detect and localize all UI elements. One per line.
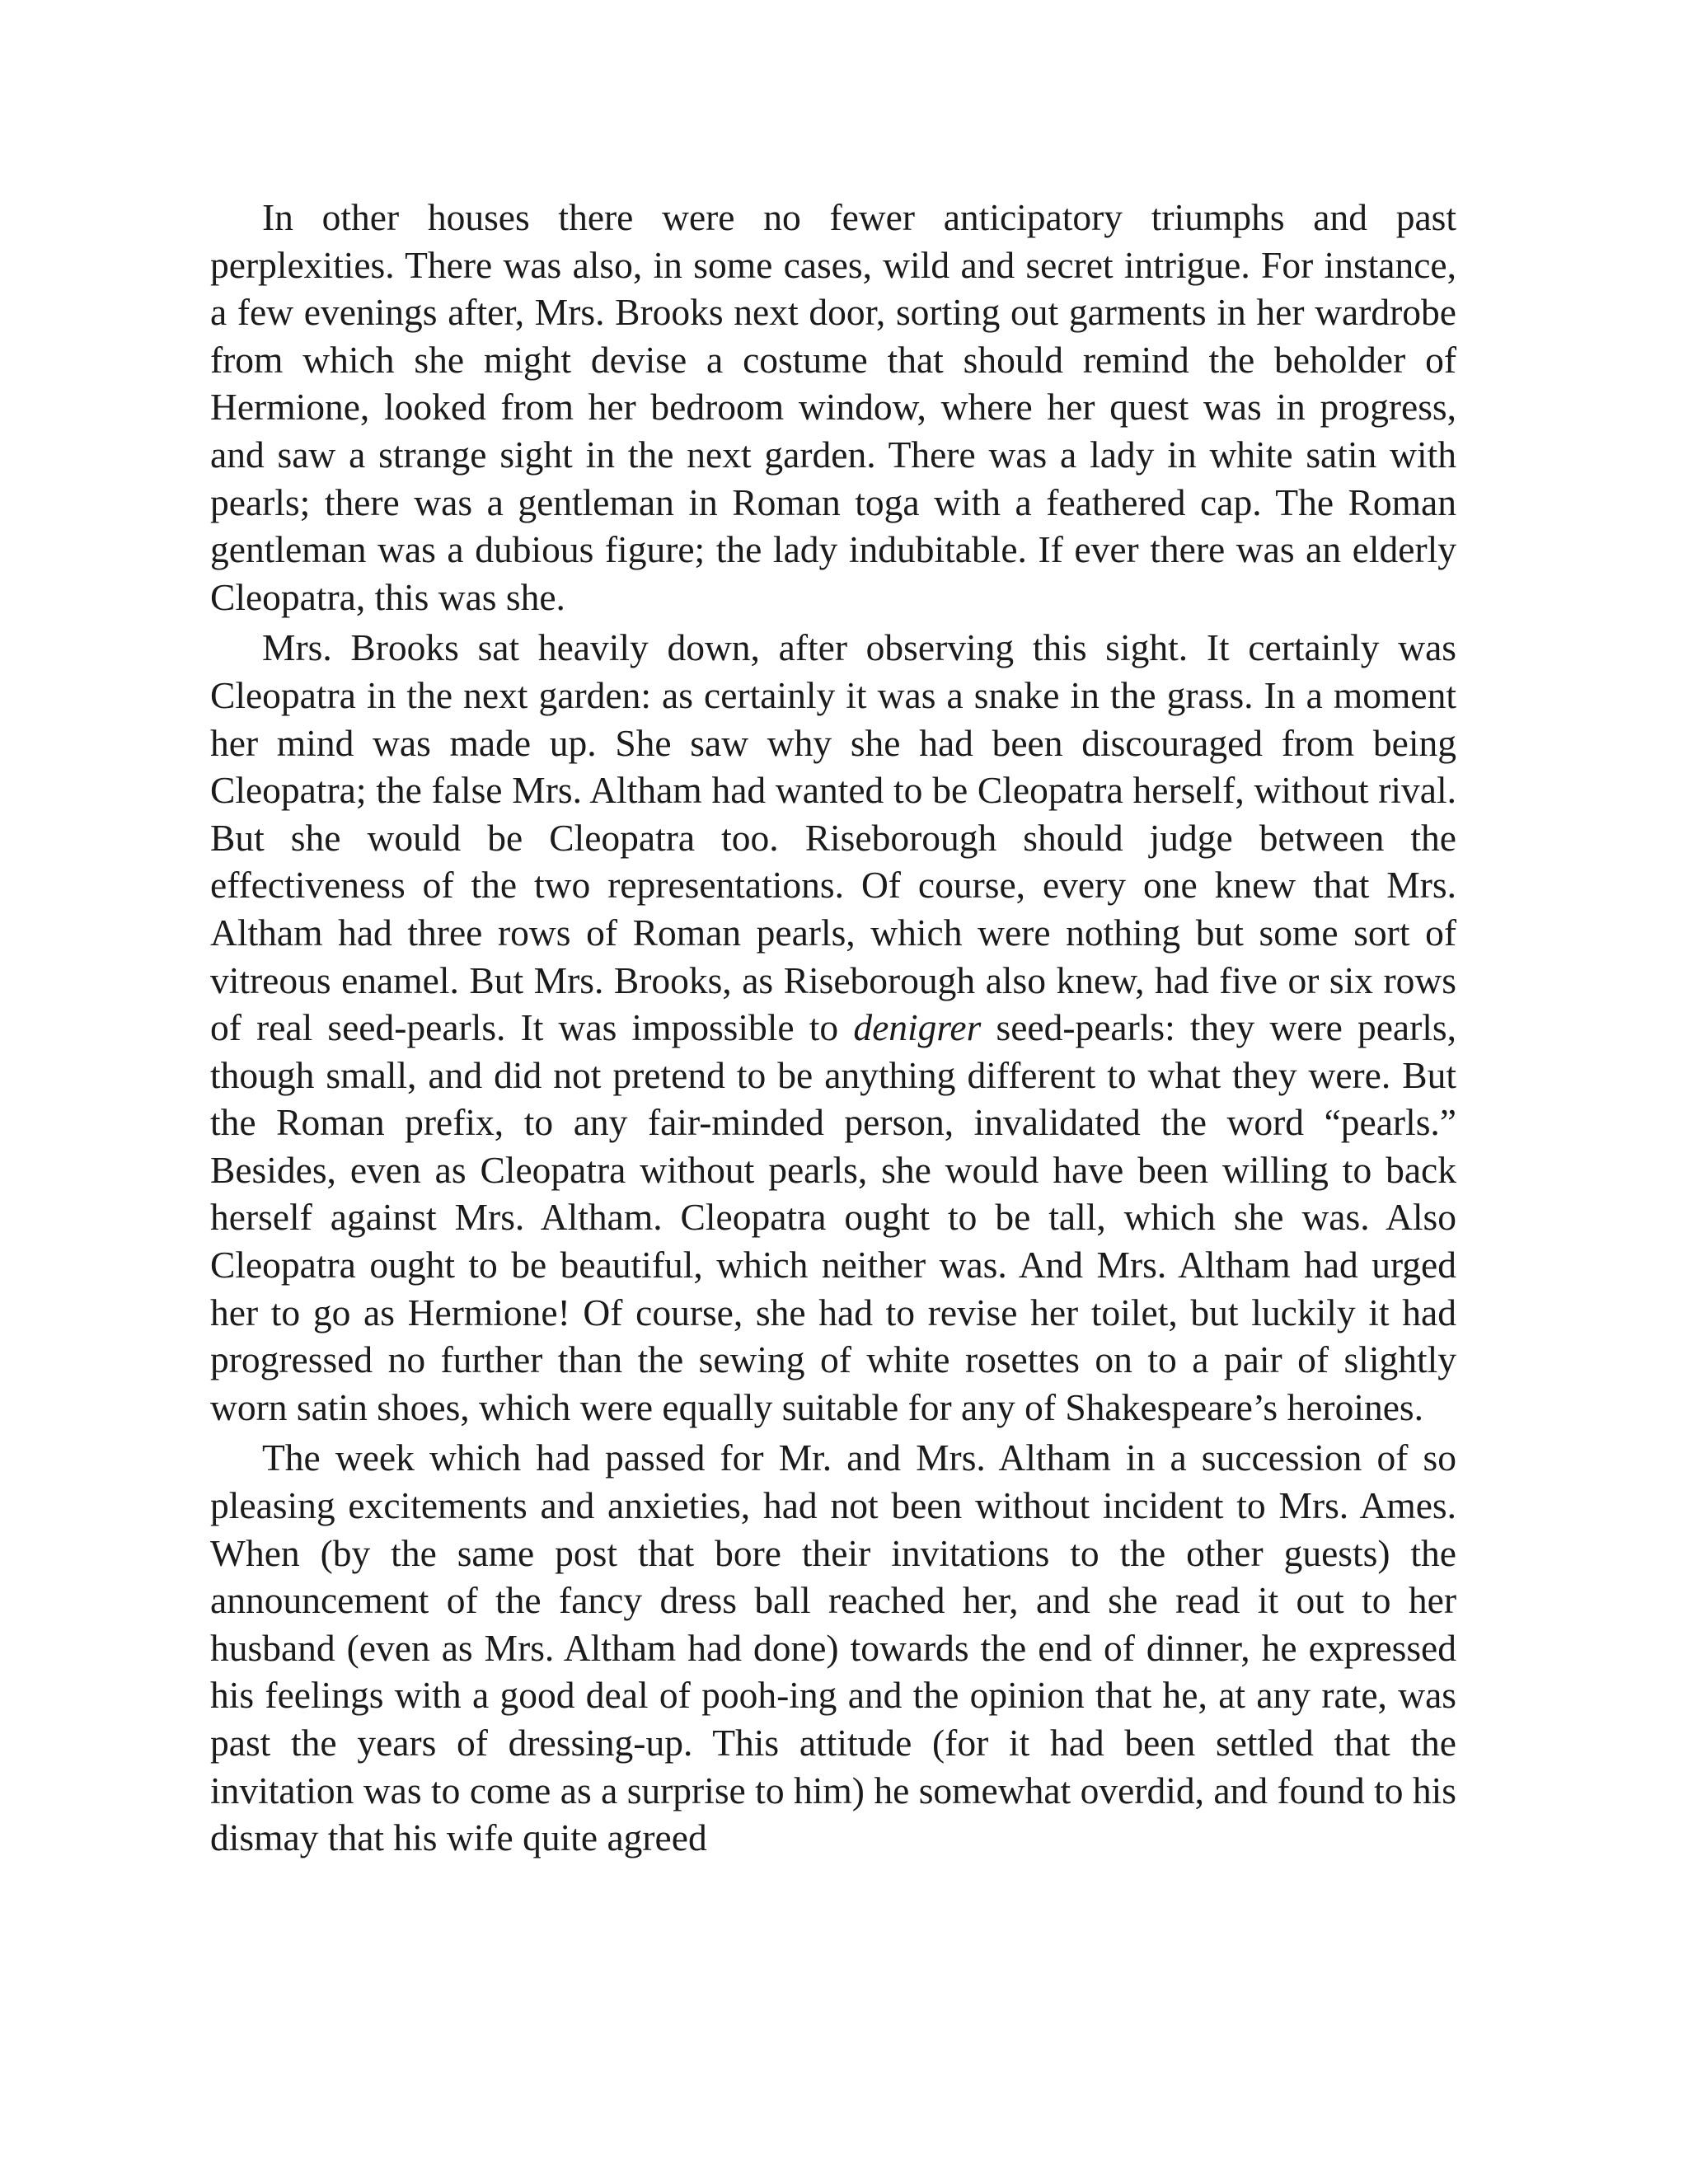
italic-word-denigrer: denigrer	[853, 1006, 982, 1049]
paragraph-2	[210, 624, 1456, 1431]
page-text	[210, 194, 1456, 1862]
paragraph-2-text-start: Mrs. Brooks sat heavily down, after observing this sight. It certainly was Cleopatra in the next garden: as certainly it was a snake in the grass. In a moment her mind was made up. She saw why she had been discouraged from being Cleopatra; the false Mrs. Altham had wanted to be Cleopatra herself, without rival. But she would be Cleopatra too. Riseborough should judge between the effectiveness of the two representations. Of course, every one knew that Mrs. Altham had three rows of Roman pearls, which were nothing but some sort of vitreous enamel. But Mrs. Brooks, as Riseborough also knew, had five or six rows of real seed-pearls. It was impossible to	[210, 626, 1456, 1049]
paragraph-2-text-end: seed-pearls: they were pearls, though small, and did not pretend to be anything different to what they were. But the Roman prefix, to any fair-minded person, invalidated the word “pearls.” Besides, even as Cleopatra without pearls, she would have been willing to back herself against Mrs. Altham. Cleopatra ought to be tall, which she was. Also Cleopatra ought to be beautiful, which neither was. And Mrs. Altham had urged her to go as Hermione! Of course, she had to revise her toilet, but luckily it had progressed no further than the sewing of white rosettes on to a pair of slightly worn satin shoes, which were equally suitable for any of Shakespeare’s heroines.	[210, 1006, 1456, 1428]
paragraph-3: The week which had passed for Mr. and Mrs. Altham in a succession of so pleasing excitements and anxieties, had not been without incident to Mrs. Ames. When (by the same post that bore their invitations to the other guests) the announcement of the fancy dress ball reached her, and she read it out to her husband (even as Mrs. Altham had done) towards the end of dinner, he expressed his feelings with a good deal of pooh-ing and the opinion that he, at any rate, was past the years of dressing-up. This attitude (for it had been settled that the invitation was to come as a surprise to him) he somewhat overdid, and found to his dismay that his wife quite agreed	[210, 1436, 1456, 1859]
paragraph-1: In other houses there were no fewer anticipatory triumphs and past perplexities. There was also, in some cases, wild and secret intrigue. For instance, a few evenings after, Mrs. Brooks next door, sorting out garments in her wardrobe from which she might devise a costume that should remind the beholder of Hermione, looked from her bedroom window, where her quest was in progress, and saw a strange sight in the next garden. There was a lady in white satin with pearls; there was a gentleman in Roman toga with a feathered cap. The Roman gentleman was a dubious figure; the lady indubitable. If ever there was an elderly Cleopatra, this was she.	[210, 196, 1456, 618]
